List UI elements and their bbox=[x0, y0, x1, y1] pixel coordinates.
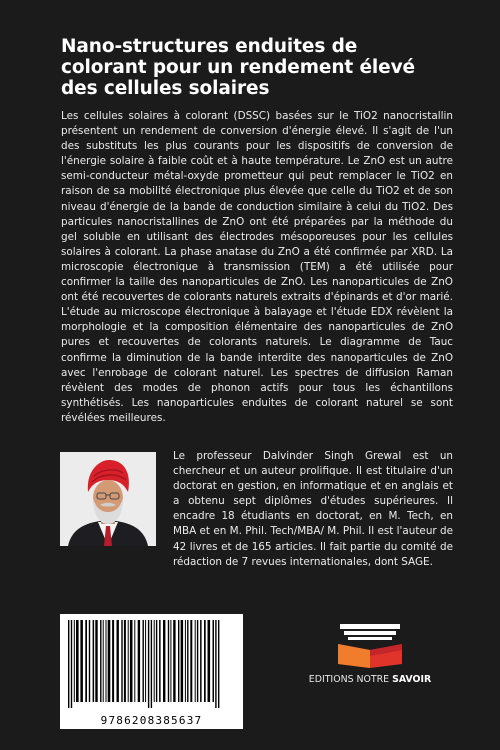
barcode-bar bbox=[156, 620, 157, 702]
barcode-bar bbox=[108, 620, 111, 702]
barcode-bar bbox=[128, 620, 129, 702]
barcode-bar bbox=[68, 620, 69, 708]
barcode-bar bbox=[218, 620, 219, 708]
barcode-bar bbox=[74, 620, 75, 702]
barcode-bar bbox=[145, 620, 146, 702]
barcode-bar bbox=[208, 620, 211, 702]
barcode-bar bbox=[170, 620, 171, 702]
publisher-block bbox=[300, 620, 440, 690]
publisher-name-bold: SAVOIR bbox=[392, 674, 432, 685]
isbn-number: 9786208385637 bbox=[100, 714, 203, 727]
barcode-bar bbox=[163, 620, 165, 702]
barcode-bar bbox=[117, 620, 119, 702]
barcode-bar bbox=[134, 620, 135, 702]
barcode-bar bbox=[168, 620, 169, 702]
author-photo bbox=[60, 452, 156, 546]
barcode-bar bbox=[187, 620, 188, 702]
barcode-bar bbox=[215, 620, 216, 708]
barcode-bar bbox=[173, 620, 175, 702]
barcode-bar bbox=[106, 620, 107, 702]
isbn-barcode bbox=[60, 614, 243, 729]
barcode-bar bbox=[95, 620, 97, 702]
barcode-bar bbox=[190, 620, 192, 702]
barcode-bar bbox=[154, 620, 155, 702]
barcode-bar bbox=[71, 620, 72, 708]
barcode-bar bbox=[76, 620, 79, 702]
book-abstract: Les cellules solaires à colorant (DSSC) basées sur le TiO2 nanocristallin présentent un rendement de conversion d'énergie élevé. Il s'agit de l'un des substituts les plus courants pour les dispositifs de conversion de l'énergie solaire à faible coût et à haute température. Le ZnO est un autre semi-conducteur métal-oxyde prometteur qui peut remplacer le TiO2 en raison de sa mobilité électronique plus élevée que celle du TiO2 et de son niveau d'énergie de la bande de conduction similaire à celui du TiO2. Des particules nanocristallines de ZnO ont été préparées par la méthode du gel soluble en utilisant des électrodes mésoporeuses pour les cellules solaires à colorant. La phase anatase du ZnO a été confirmée par XRD. La microscopie électronique à transmission (TEM) a été utilisée pour confirmer la taille des nanoparticules de ZnO. Les nanoparticules de ZnO ont été recouvertes de colorants naturels extraits d'épinards et d'or marié. L'étude au microscope électronique à balayage et l'étude EDX révèlent la morphologie et la composition élémentaire des nanoparticules de ZnO pures et recouvertes de colorants naturels. Le diagramme de Tauc confirme la diminution de la bande interdite des nanoparticules de ZnO avec l'enrobage de colorant naturel. Les spectres de diffusion Raman révèlent des modes de phonon actifs pour tous les échantillons synthétisés. Les nanoparticules enduites de colorant naturel se sont révélées meilleures. bbox=[61, 110, 453, 424]
barcode-bar bbox=[213, 620, 215, 702]
barcode-bar bbox=[80, 620, 83, 702]
barcode-bar bbox=[103, 620, 104, 702]
barcode-bar bbox=[200, 620, 202, 702]
barcode-bar bbox=[93, 620, 95, 702]
barcode-bar bbox=[195, 620, 196, 702]
barcode-bar bbox=[100, 620, 101, 702]
barcode-bar bbox=[121, 620, 122, 702]
barcode-bar bbox=[159, 620, 161, 702]
barcode-bar bbox=[130, 620, 133, 702]
barcode-bar bbox=[181, 620, 184, 702]
publisher-name-regular: EDITIONS NOTRE bbox=[308, 674, 390, 685]
barcode-bar bbox=[151, 620, 152, 708]
publisher-logo-icon bbox=[330, 620, 410, 668]
barcode-bar bbox=[85, 620, 87, 702]
barcode-bar bbox=[148, 620, 149, 708]
barcode-bar bbox=[178, 620, 179, 702]
barcode-bar bbox=[112, 620, 114, 702]
barcode-bar bbox=[204, 620, 206, 702]
barcode-bar bbox=[185, 620, 186, 702]
book-title: Nano-structures enduites de colorant pour un rendement élevé des cellules solaires bbox=[61, 36, 416, 99]
barcode-bar bbox=[138, 620, 140, 702]
barcode-bar bbox=[143, 620, 144, 702]
barcode-bar bbox=[89, 620, 90, 702]
barcode-bar bbox=[197, 620, 198, 702]
publisher-name bbox=[300, 674, 440, 685]
author-bio: Le professeur Dalvinder Singh Grewal est un chercheur et un auteur prolifique. Il est titulaire d'un doctorat en gestion, en informatique et en anglais et a obtenu sept diplômes d'études supérieures. Il encadre 18 étudiants en doctorat, en M. Tech, en MBA et en M. Phil. Tech/MBA/ M. Phil. Il est l'auteur de 42 livres et de 165 articles. Il fait partie du comité de rédaction de 7 revues internationales, dont SAGE. bbox=[173, 450, 453, 568]
barcode-bar bbox=[124, 620, 126, 702]
